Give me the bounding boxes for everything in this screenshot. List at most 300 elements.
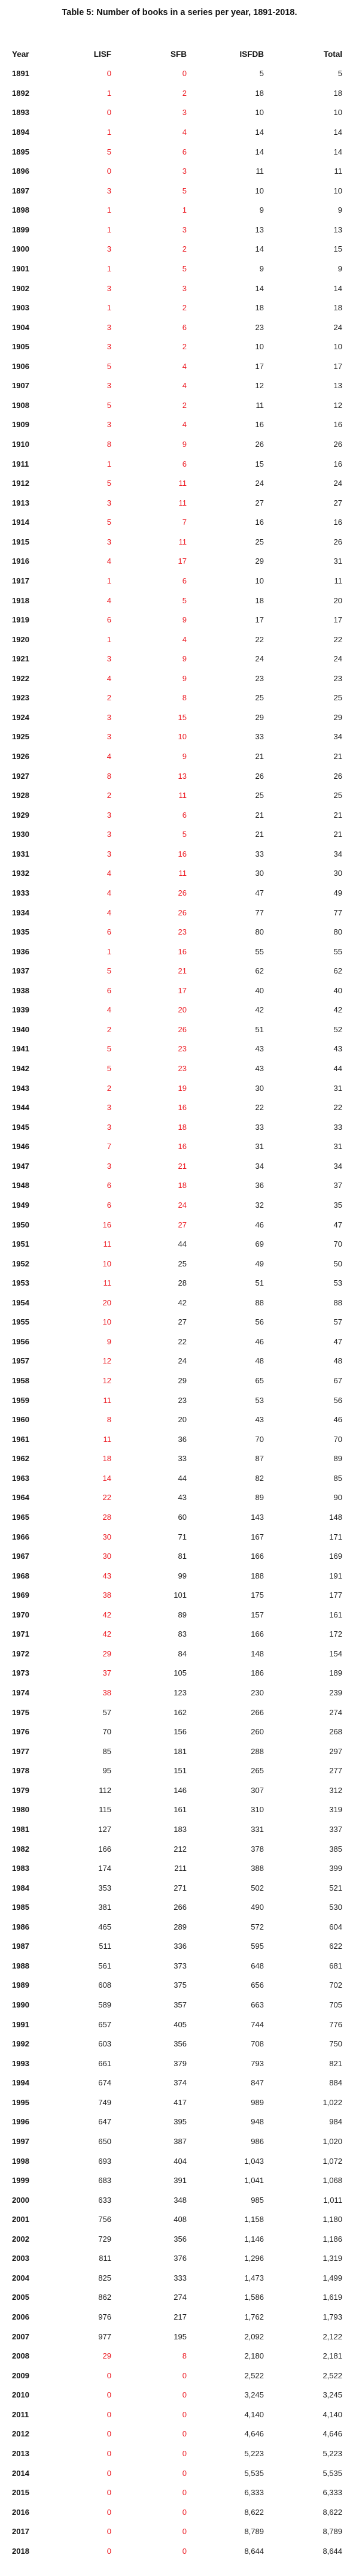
isfdb-cell: 24	[255, 479, 264, 488]
lisf-cell: 5	[107, 361, 111, 371]
lisf-cell: 5	[107, 1044, 111, 1054]
year-cell: 1957	[12, 1356, 29, 1366]
total-cell: 884	[329, 2078, 342, 2088]
lisf-cell: 862	[98, 2293, 111, 2302]
table-row	[12, 1761, 342, 1781]
year-cell: 1972	[12, 1649, 29, 1658]
sfb-cell: 0	[182, 2527, 187, 2536]
total-cell: 13	[333, 225, 342, 234]
total-cell: 16	[333, 420, 342, 430]
year-cell: 1973	[12, 1668, 29, 1678]
year-cell: 1945	[12, 1122, 29, 1132]
isfdb-cell: 1,296	[244, 2254, 264, 2263]
year-cell: 1982	[12, 1844, 29, 1854]
isfdb-cell: 260	[251, 1727, 264, 1737]
lisf-cell: 5	[107, 400, 111, 410]
table-row	[12, 1644, 342, 1664]
isfdb-cell: 1,146	[244, 2234, 264, 2244]
lisf-cell: 5	[107, 1064, 111, 1074]
sfb-cell: 2	[182, 342, 187, 352]
total-cell: 4,140	[323, 2409, 342, 2419]
year-cell: 1951	[12, 1239, 29, 1249]
lisf-cell: 3	[107, 849, 111, 858]
sfb-cell: 26	[178, 908, 187, 917]
lisf-cell: 5	[107, 518, 111, 527]
isfdb-cell: 166	[251, 1629, 264, 1639]
isfdb-cell: 1,043	[244, 2156, 264, 2166]
sfb-cell: 376	[174, 2254, 187, 2263]
total-cell: 31	[333, 1083, 342, 1093]
sfb-cell: 0	[182, 2409, 187, 2419]
sfb-cell: 84	[178, 1649, 187, 1658]
sfb-cell: 375	[174, 1981, 187, 1990]
lisf-cell: 4	[107, 595, 111, 605]
year-cell: 1995	[12, 2097, 29, 2107]
year-cell: 1964	[12, 1493, 29, 1502]
isfdb-cell: 2,522	[244, 2371, 264, 2380]
year-cell: 2002	[12, 2234, 29, 2244]
sfb-cell: 162	[174, 1707, 187, 1717]
lisf-cell: 0	[107, 2468, 111, 2478]
lisf-cell: 0	[107, 69, 111, 78]
lisf-cell: 30	[102, 1552, 111, 1561]
isfdb-cell: 14	[255, 244, 264, 254]
lisf-cell: 3	[107, 712, 111, 722]
sfb-cell: 17	[178, 557, 187, 566]
table-row	[12, 259, 342, 279]
isfdb-cell: 32	[255, 1200, 264, 1210]
isfdb-cell: 33	[255, 849, 264, 858]
total-cell: 62	[333, 966, 342, 976]
year-cell: 1920	[12, 634, 29, 644]
lisf-cell: 6	[107, 1181, 111, 1190]
isfdb-cell: 33	[255, 1122, 264, 1132]
lisf-cell: 1	[107, 576, 111, 585]
isfdb-cell: 8,622	[244, 2507, 264, 2517]
year-cell: 1941	[12, 1044, 29, 1054]
year-cell: 1922	[12, 673, 29, 683]
total-cell: 90	[333, 1493, 342, 1502]
year-cell: 1929	[12, 810, 29, 820]
lisf-cell: 0	[107, 2409, 111, 2419]
lisf-cell: 976	[98, 2312, 111, 2322]
isfdb-cell: 986	[251, 2136, 264, 2146]
year-cell: 1928	[12, 791, 29, 800]
lisf-cell: 0	[107, 2488, 111, 2498]
table-row	[12, 2405, 342, 2424]
year-cell: 1984	[12, 1883, 29, 1892]
total-cell: 37	[333, 1181, 342, 1190]
table-row	[12, 2209, 342, 2229]
isfdb-cell: 40	[255, 985, 264, 995]
isfdb-cell: 17	[255, 615, 264, 625]
total-cell: 274	[329, 1707, 342, 1717]
isfdb-cell: 23	[255, 322, 264, 332]
year-cell: 1938	[12, 985, 29, 995]
table-row	[12, 2131, 342, 2151]
year-cell: 2007	[12, 2332, 29, 2341]
lisf-cell: 3	[107, 342, 111, 352]
sfb-cell: 336	[174, 1942, 187, 1951]
sfb-cell: 271	[174, 1883, 187, 1892]
sfb-cell: 27	[178, 1220, 187, 1229]
year-cell: 1913	[12, 498, 29, 507]
table-row	[12, 1605, 342, 1625]
total-cell: 17	[333, 615, 342, 625]
year-cell: 1969	[12, 1591, 29, 1600]
table-row	[12, 1625, 342, 1644]
sfb-cell: 4	[182, 361, 187, 371]
table-row	[12, 279, 342, 298]
total-cell: 16	[333, 518, 342, 527]
year-cell: 1930	[12, 830, 29, 839]
table-row	[12, 2073, 342, 2093]
isfdb-cell: 1,586	[244, 2293, 264, 2302]
isfdb-cell: 14	[255, 128, 264, 137]
table-row	[12, 1410, 342, 1429]
isfdb-cell: 47	[255, 888, 264, 897]
table-row	[12, 1000, 342, 1020]
isfdb-cell: 22	[255, 634, 264, 644]
year-cell: 1968	[12, 1571, 29, 1580]
year-cell: 1926	[12, 752, 29, 761]
isfdb-cell: 10	[255, 576, 264, 585]
year-cell: 1990	[12, 2000, 29, 2010]
sfb-cell: 44	[178, 1239, 187, 1249]
lisf-cell: 6	[107, 927, 111, 937]
sfb-cell: 7	[182, 518, 187, 527]
lisf-cell: 10	[102, 1317, 111, 1327]
isfdb-cell: 51	[255, 1278, 264, 1288]
year-cell: 1908	[12, 400, 29, 410]
lisf-cell: 22	[102, 1493, 111, 1502]
total-cell: 2,122	[323, 2332, 342, 2341]
lisf-cell: 30	[102, 1532, 111, 1541]
year-cell: 1975	[12, 1707, 29, 1717]
year-cell: 1992	[12, 2039, 29, 2049]
isfdb-cell: 4,140	[244, 2409, 264, 2419]
isfdb-cell: 793	[251, 2058, 264, 2068]
table-row	[12, 1956, 342, 1976]
lisf-cell: 6	[107, 985, 111, 995]
total-cell: 521	[329, 1883, 342, 1892]
sfb-cell: 348	[174, 2195, 187, 2205]
sfb-cell: 0	[182, 2448, 187, 2458]
sfb-cell: 21	[178, 1161, 187, 1171]
lisf-cell: 57	[102, 1707, 111, 1717]
lisf-cell: 0	[107, 2507, 111, 2517]
sfb-cell: 36	[178, 1434, 187, 1444]
isfdb-cell: 378	[251, 1844, 264, 1854]
total-cell: 48	[333, 1356, 342, 1366]
sfb-cell: 9	[182, 615, 187, 625]
lisf-cell: 3	[107, 244, 111, 254]
total-cell: 89	[333, 1454, 342, 1464]
isfdb-cell: 989	[251, 2097, 264, 2107]
sfb-cell: 379	[174, 2058, 187, 2068]
isfdb-cell: 5	[259, 69, 264, 78]
sfb-cell: 6	[182, 576, 187, 585]
isfdb-cell: 51	[255, 1024, 264, 1034]
isfdb-cell: 8,644	[244, 2546, 264, 2556]
isfdb-cell: 25	[255, 537, 264, 546]
sfb-cell: 13	[178, 771, 187, 781]
total-cell: 5	[337, 69, 342, 78]
table-row	[12, 1449, 342, 1469]
isfdb-cell: 2,092	[244, 2332, 264, 2341]
year-cell: 1949	[12, 1200, 29, 1210]
isfdb-cell: 24	[255, 654, 264, 664]
isfdb-cell: 310	[251, 1805, 264, 1815]
isfdb-cell: 53	[255, 1395, 264, 1405]
sfb-cell: 0	[182, 2488, 187, 2498]
isfdb-cell: 33	[255, 732, 264, 742]
column-header-lisf: LISF	[93, 49, 111, 59]
table-row	[12, 83, 342, 103]
table-row	[12, 2268, 342, 2288]
year-cell: 1981	[12, 1824, 29, 1834]
table-row	[12, 981, 342, 1000]
isfdb-cell: 663	[251, 2000, 264, 2010]
table-row	[12, 630, 342, 649]
total-cell: 18	[333, 88, 342, 98]
total-cell: 10	[333, 186, 342, 195]
sfb-cell: 22	[178, 1337, 187, 1346]
table-row	[12, 1468, 342, 1488]
isfdb-cell: 9	[259, 205, 264, 215]
table-row	[12, 356, 342, 376]
year-cell: 2016	[12, 2507, 29, 2517]
total-cell: 1,180	[323, 2215, 342, 2224]
isfdb-cell: 21	[255, 752, 264, 761]
lisf-cell: 2	[107, 693, 111, 703]
total-cell: 22	[333, 634, 342, 644]
sfb-cell: 29	[178, 1376, 187, 1386]
isfdb-cell: 9	[259, 264, 264, 273]
table-row	[12, 415, 342, 435]
table-row	[12, 473, 342, 493]
table-header-row	[12, 44, 342, 64]
table-row	[12, 1527, 342, 1547]
table-row	[12, 298, 342, 318]
lisf-cell: 756	[98, 2215, 111, 2224]
year-cell: 1946	[12, 1142, 29, 1151]
year-cell: 1898	[12, 205, 29, 215]
lisf-cell: 95	[102, 1766, 111, 1776]
year-cell: 1983	[12, 1864, 29, 1873]
total-cell: 1,499	[323, 2273, 342, 2282]
total-cell: 984	[329, 2117, 342, 2127]
sfb-cell: 0	[182, 2468, 187, 2478]
isfdb-cell: 89	[255, 1493, 264, 1502]
lisf-cell: 1	[107, 128, 111, 137]
sfb-cell: 24	[178, 1200, 187, 1210]
year-cell: 1959	[12, 1395, 29, 1405]
sfb-cell: 16	[178, 1142, 187, 1151]
total-cell: 33	[333, 1122, 342, 1132]
year-cell: 1907	[12, 381, 29, 391]
total-cell: 191	[329, 1571, 342, 1580]
table-row	[12, 376, 342, 396]
year-cell: 1978	[12, 1766, 29, 1776]
table-row	[12, 1858, 342, 1878]
lisf-cell: 4	[107, 752, 111, 761]
isfdb-cell: 595	[251, 1942, 264, 1951]
total-cell: 189	[329, 1668, 342, 1678]
isfdb-cell: 43	[255, 1044, 264, 1054]
total-cell: 34	[333, 1161, 342, 1171]
isfdb-cell: 16	[255, 420, 264, 430]
lisf-cell: 3	[107, 186, 111, 195]
total-cell: 21	[333, 752, 342, 761]
table-row	[12, 1215, 342, 1235]
total-cell: 1,068	[323, 2176, 342, 2185]
year-cell: 2013	[12, 2448, 29, 2458]
table-row	[12, 1995, 342, 2015]
total-cell: 14	[333, 128, 342, 137]
table-row	[12, 2190, 342, 2210]
total-cell: 57	[333, 1317, 342, 1327]
year-cell: 1906	[12, 361, 29, 371]
table-row	[12, 1488, 342, 1508]
total-cell: 80	[333, 927, 342, 937]
isfdb-cell: 4,646	[244, 2429, 264, 2439]
year-cell: 1954	[12, 1298, 29, 1307]
lisf-cell: 4	[107, 869, 111, 878]
year-cell: 1916	[12, 557, 29, 566]
sfb-cell: 6	[182, 322, 187, 332]
sfb-cell: 11	[178, 479, 187, 488]
lisf-cell: 70	[102, 1727, 111, 1737]
total-cell: 88	[333, 1298, 342, 1307]
sfb-cell: 357	[174, 2000, 187, 2010]
total-cell: 8,789	[323, 2527, 342, 2536]
isfdb-cell: 744	[251, 2019, 264, 2029]
total-cell: 67	[333, 1376, 342, 1386]
isfdb-cell: 656	[251, 1981, 264, 1990]
sfb-cell: 20	[178, 1005, 187, 1015]
year-cell: 1966	[12, 1532, 29, 1541]
lisf-cell: 3	[107, 420, 111, 430]
isfdb-cell: 708	[251, 2039, 264, 2049]
sfb-cell: 404	[174, 2156, 187, 2166]
total-cell: 11	[334, 576, 342, 585]
year-cell: 1963	[12, 1473, 29, 1483]
sfb-cell: 274	[174, 2293, 187, 2302]
table-row	[12, 1059, 342, 1078]
isfdb-cell: 8,789	[244, 2527, 264, 2536]
lisf-cell: 1	[107, 303, 111, 313]
isfdb-cell: 143	[251, 1512, 264, 1522]
total-cell: 20	[333, 595, 342, 605]
total-cell: 43	[333, 1044, 342, 1054]
sfb-cell: 266	[174, 1903, 187, 1912]
sfb-cell: 60	[178, 1512, 187, 1522]
isfdb-cell: 948	[251, 2117, 264, 2127]
isfdb-cell: 82	[255, 1473, 264, 1483]
lisf-cell: 6	[107, 615, 111, 625]
table-row	[12, 591, 342, 610]
table-row	[12, 434, 342, 454]
lisf-cell: 42	[102, 1610, 111, 1619]
table-row	[12, 610, 342, 630]
table-row	[12, 1800, 342, 1820]
year-cell: 1971	[12, 1629, 29, 1639]
lisf-cell: 11	[103, 1395, 111, 1405]
lisf-cell: 12	[102, 1356, 111, 1366]
table-row	[12, 513, 342, 533]
table-row	[12, 493, 342, 513]
sfb-cell: 0	[182, 2546, 187, 2556]
isfdb-cell: 80	[255, 927, 264, 937]
sfb-cell: 156	[174, 1727, 187, 1737]
lisf-cell: 18	[102, 1454, 111, 1464]
lisf-cell: 0	[107, 2546, 111, 2556]
year-cell: 1970	[12, 1610, 29, 1619]
lisf-cell: 561	[98, 1961, 111, 1970]
isfdb-cell: 1,473	[244, 2273, 264, 2282]
lisf-cell: 5	[107, 147, 111, 156]
year-cell: 1950	[12, 1220, 29, 1229]
year-cell: 1902	[12, 283, 29, 293]
isfdb-cell: 16	[255, 518, 264, 527]
table-row	[12, 1176, 342, 1196]
total-cell: 239	[329, 1688, 342, 1698]
year-cell: 1923	[12, 693, 29, 703]
total-cell: 4,646	[323, 2429, 342, 2439]
isfdb-cell: 490	[251, 1903, 264, 1912]
lisf-cell: 729	[98, 2234, 111, 2244]
lisf-cell: 5	[107, 966, 111, 976]
lisf-cell: 11	[103, 1278, 111, 1288]
total-cell: 53	[333, 1278, 342, 1288]
year-cell: 1998	[12, 2156, 29, 2166]
table-row	[12, 1664, 342, 1683]
year-cell: 1911	[12, 459, 29, 468]
sfb-cell: 9	[182, 440, 187, 449]
lisf-cell: 511	[99, 1942, 111, 1951]
sfb-cell: 11	[178, 791, 187, 800]
year-cell: 1915	[12, 537, 29, 546]
table-row	[12, 2444, 342, 2463]
isfdb-cell: 3,245	[244, 2390, 264, 2400]
table-row	[12, 1313, 342, 1332]
table-row	[12, 961, 342, 981]
isfdb-cell: 17	[255, 361, 264, 371]
sfb-cell: 6	[182, 810, 187, 820]
isfdb-cell: 77	[255, 908, 264, 917]
table-row	[12, 1703, 342, 1722]
table-row	[12, 1937, 342, 1957]
sfb-cell: 356	[174, 2234, 187, 2244]
year-cell: 1904	[12, 322, 29, 332]
total-cell: 154	[329, 1649, 342, 1658]
total-cell: 148	[329, 1512, 342, 1522]
table-row	[12, 552, 342, 572]
lisf-cell: 633	[98, 2195, 111, 2205]
total-cell: 530	[329, 1903, 342, 1912]
total-cell: 47	[333, 1220, 342, 1229]
sfb-cell: 395	[174, 2117, 187, 2127]
sfb-cell: 15	[178, 712, 187, 722]
total-cell: 21	[333, 810, 342, 820]
isfdb-cell: 1,041	[244, 2176, 264, 2185]
table-row	[12, 2502, 342, 2522]
lisf-cell: 353	[98, 1883, 111, 1892]
isfdb-cell: 30	[255, 869, 264, 878]
sfb-cell: 5	[182, 595, 187, 605]
table-row	[12, 2483, 342, 2502]
